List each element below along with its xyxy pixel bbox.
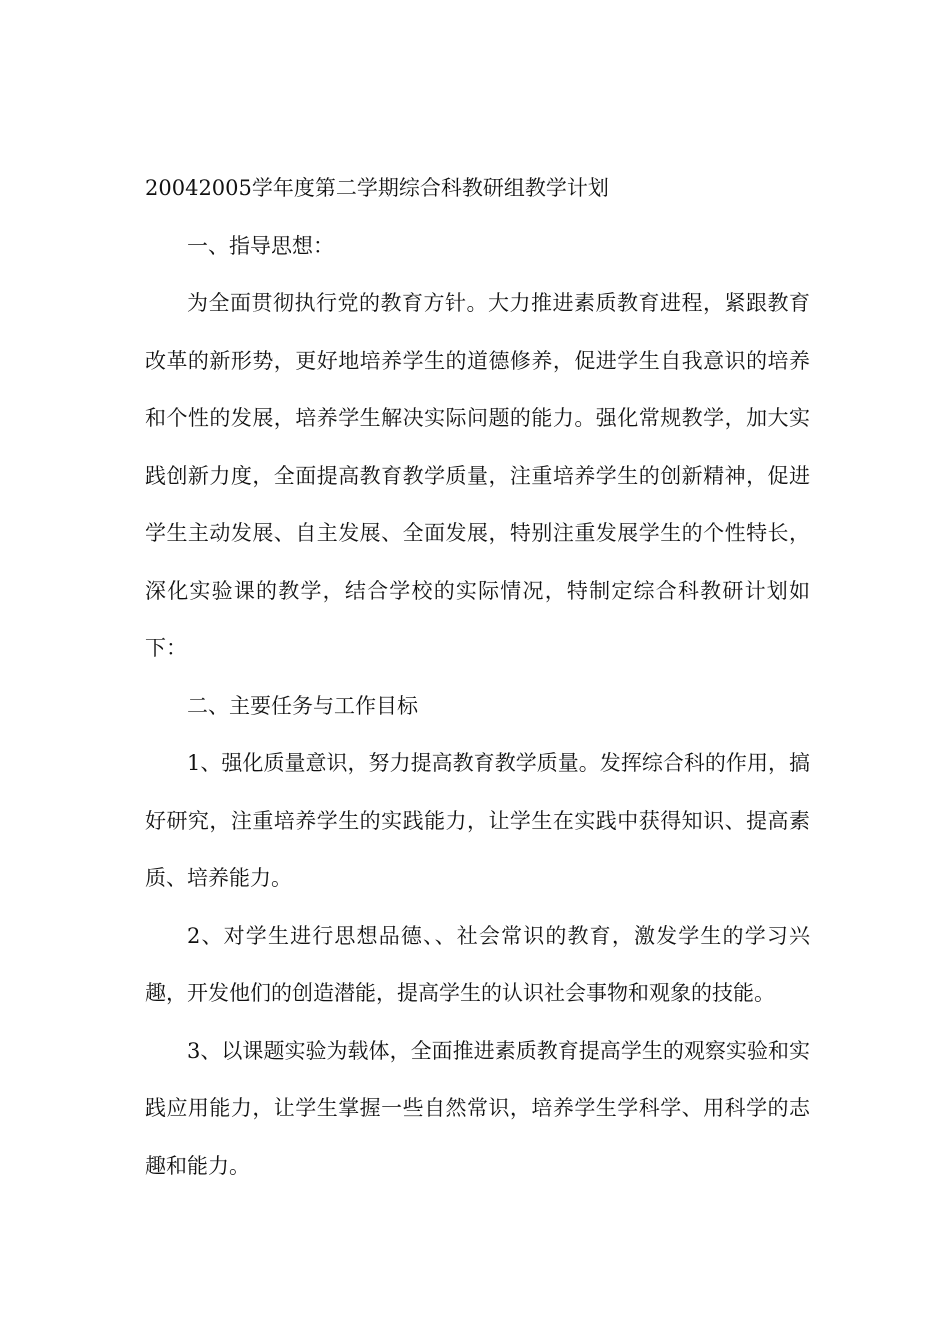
document-title: 20042005学年度第二学期综合科教研组教学计划 [145, 176, 609, 200]
section-heading-main-tasks: 二、主要任务与工作目标 [187, 693, 418, 718]
task-item-3: 3、以课题实验为载体，全面推进素质教育提高学生的观察实验和实践应用能力，让学生掌握一些自然常识，培养学生学科学、用科学的志趣和能力。 [145, 1038, 810, 1178]
task-item-1: 1、强化质量意识，努力提高教育教学质量。发挥综合科的作用，搞好研究，注重培养学生的实践能力，让学生在实践中获得知识、提高素质、培养能力。 [145, 751, 810, 890]
document-body [145, 160, 810, 1195]
task-item-2: 2、对学生进行思想品德、、社会常识的教育，激发学生的学习兴趣，开发他们的创造潜能，提高学生的认识社会事物和观象的技能。 [145, 923, 810, 1005]
section-heading-guiding-thought: 一、指导思想： [187, 233, 334, 258]
paragraph-guiding-thought: 为全面贯彻执行党的教育方针。大力推进素质教育进程，紧跟教育改革的新形势，更好地培养学生的道德修养，促进学生自我意识的培养和个性的发展，培养学生解决实际问题的能力。强化常规教学，加大实践创新力度，全面提高教育教学质量，注重培养学生的创新精神，促进学生主动发展、自主发展、全面发展，特别注重发展学生的个性特长，深化实验课的教学，结合学校的实际情况，特制定综合科教研计划如下： [145, 291, 810, 660]
